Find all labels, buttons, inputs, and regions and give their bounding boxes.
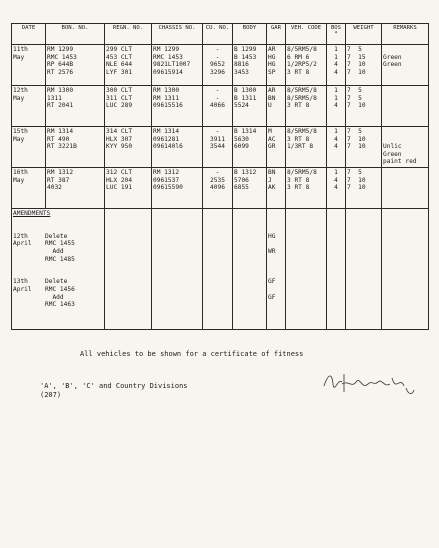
cu-cell: - - 9652 3296 bbox=[203, 45, 233, 86]
date-cell: 16th May bbox=[12, 168, 46, 209]
header-bos: BOS * bbox=[327, 24, 346, 45]
cu-cell: - 3911 3544 bbox=[203, 127, 233, 168]
remarks-cell bbox=[382, 168, 429, 209]
veh-code-cell: 8/5RM5/8 8/5RM5/8 3 RT 8 bbox=[286, 86, 327, 127]
cu-cell: - 2535 4096 bbox=[203, 168, 233, 209]
fitness-note: All vehicles to be shown for a certificate of fitness bbox=[80, 350, 304, 358]
chassis-cell: RM 1312 0961537 09615590 bbox=[152, 168, 203, 209]
bon-cell: RM 1300 1311 RT 2041 bbox=[46, 86, 105, 127]
header-veh-code: VEH. CODE bbox=[286, 24, 327, 45]
date-cell: 11th May bbox=[12, 45, 46, 86]
date-cell: 12th May bbox=[12, 86, 46, 127]
weight-cell: 7 5 7 10 7 10 bbox=[346, 127, 382, 168]
header-regn: REGN. NO. bbox=[105, 24, 152, 45]
amendment-entries: Delete RMC 1455 Add RMC 1485 Delete RMC 1456 Add RMC 1463 bbox=[45, 232, 75, 309]
regn-cell: 299 CLT 453 CLT NLE 644 LYF 301 bbox=[105, 45, 152, 86]
weight-cell: 7 5 7 10 7 10 bbox=[346, 168, 382, 209]
veh-code-cell: 8/5RM5/8 3 RT 8 1/3RT 8 bbox=[286, 127, 327, 168]
header-gar: GAR bbox=[267, 24, 286, 45]
veh-code-cell: 8/5RM5/8 3 RT 8 3 RT 8 bbox=[286, 168, 327, 209]
chassis-cell: RM 1299 RMC 1453 9821LT1007 09615914 bbox=[152, 45, 203, 86]
table-row bbox=[12, 127, 429, 168]
signature-mark bbox=[318, 364, 418, 404]
bos-cell: 1 4 4 bbox=[327, 127, 346, 168]
table-row bbox=[12, 86, 429, 127]
regn-cell: 300 CLT 311 CLT LUC 289 bbox=[105, 86, 152, 127]
veh-code-cell: 8/5RM5/8 6 RM 6 1/2RP5/2 3 RT 8 bbox=[286, 45, 327, 86]
bon-cell: RM 1299 RMC 1453 RP 644B RT 2576 bbox=[46, 45, 105, 86]
gar-cell: M AC GR bbox=[267, 127, 286, 168]
remarks-cell: Unlic Green paint red bbox=[382, 127, 429, 168]
chassis-cell: RM 1300 RM 1311 09615516 bbox=[152, 86, 203, 127]
bon-cell: RM 1314 RT 490 RT 3221B bbox=[46, 127, 105, 168]
date-cell: 15th May bbox=[12, 127, 46, 168]
regn-cell: 314 CLT HLX 307 KYY 950 bbox=[105, 127, 152, 168]
bos-cell: 1 1 4 4 bbox=[327, 45, 346, 86]
remarks-cell bbox=[382, 86, 429, 127]
remarks-cell: Green Green bbox=[382, 45, 429, 86]
gar-cell: BN J AK bbox=[267, 168, 286, 209]
body-cell: B 1300 B 1311 5524 bbox=[233, 86, 267, 127]
amendments-cell bbox=[12, 209, 105, 330]
amendments-heading: AMENDMENTS bbox=[13, 210, 51, 217]
bos-cell: 1 4 4 bbox=[327, 168, 346, 209]
body-cell: B 1299 B 1453 8816 3453 bbox=[233, 45, 267, 86]
header-date: DATE bbox=[12, 24, 46, 45]
header-body: BODY bbox=[233, 24, 267, 45]
header-chassis: CHASSIS NO. bbox=[152, 24, 203, 45]
bos-cell: 1 1 4 bbox=[327, 86, 346, 127]
gar-cell: AR HG HG SP bbox=[267, 45, 286, 86]
table-row bbox=[12, 45, 429, 86]
header-weight: WEIGHT bbox=[346, 24, 382, 45]
table-row bbox=[12, 168, 429, 209]
cu-cell: - - 4066 bbox=[203, 86, 233, 127]
header-bon: BON. NO. bbox=[46, 24, 105, 45]
weight-cell: 7 5 7 5 7 10 bbox=[346, 86, 382, 127]
amendments-row bbox=[12, 209, 429, 330]
body-cell: B 1314 5630 6099 bbox=[233, 127, 267, 168]
vehicle-register-table bbox=[11, 23, 429, 330]
header-remarks: REMARKS bbox=[382, 24, 429, 45]
amendment-dates: 12th April 13th April bbox=[13, 232, 32, 293]
bon-cell: RM 1312 RT 387 4032 bbox=[46, 168, 105, 209]
weight-cell: 7 5 7 15 7 10 7 10 bbox=[346, 45, 382, 86]
gar-cell: AR BN U bbox=[267, 86, 286, 127]
header-cu: CU. NO. bbox=[203, 24, 233, 45]
regn-cell: 312 CLT HLX 204 LUC 191 bbox=[105, 168, 152, 209]
header-row bbox=[12, 24, 429, 45]
amendment-gar: HG WR GF GF bbox=[267, 209, 286, 330]
body-cell: B 1312 5706 6855 bbox=[233, 168, 267, 209]
chassis-cell: RM 1314 0961281 096140l6 bbox=[152, 127, 203, 168]
divisions-footer: 'A', 'B', 'C' and Country Divisions (207) bbox=[40, 382, 188, 399]
